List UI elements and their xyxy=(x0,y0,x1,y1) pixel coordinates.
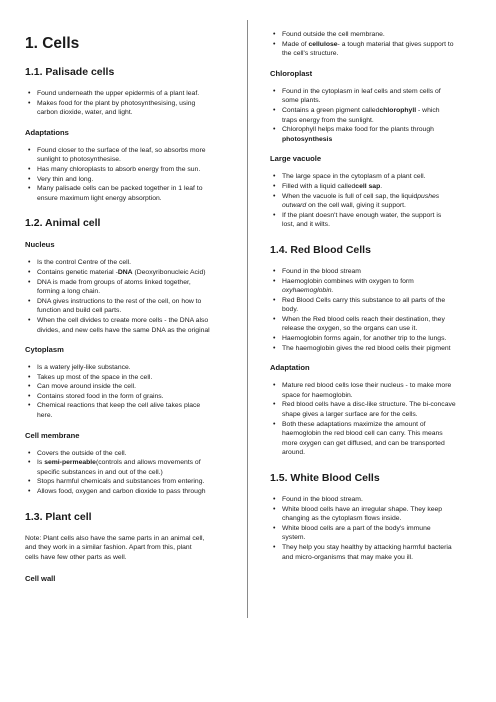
large-vacuole-list xyxy=(270,172,475,230)
list-item: • When the vacuole is full of cell sap, the liquidpushes outward on the cell wall, giving it support. xyxy=(282,192,475,211)
cell-membrane-list xyxy=(25,449,247,497)
list-item: • Many palisade cells can be packed together in 1 leaf to ensure maximum light energy absorption. xyxy=(37,184,247,203)
list-item: • Very thin and long. xyxy=(37,175,247,185)
list-item: • When the cell divides to create more cells - the DNA also divides, and new cells have the same DNA as the original xyxy=(37,316,247,335)
animal-cell-heading: 1.2. Animal cell xyxy=(25,217,101,230)
list-item: • When the Red blood cells reach their destination, they release the oxygen, so the organs can use it. xyxy=(282,315,475,334)
rbc-adaptation-heading: Adaptation xyxy=(270,363,310,373)
plant-cell-note: Note: Plant cells also have the same parts in an animal cell, and they work in a similar fashion. Apart from this, plant cells have few other parts as well. xyxy=(25,534,205,561)
list-item: • Makes food for the plant by photosynthesising, using carbon dioxide, water, and light. xyxy=(37,99,247,118)
cell-wall-list xyxy=(270,30,475,59)
list-item: • Found in the blood stream. xyxy=(282,495,475,505)
red-blood-cells-heading: 1.4. Red Blood Cells xyxy=(270,243,371,256)
list-item: • The haemoglobin gives the red blood cells their pigment xyxy=(282,344,475,354)
page-title: 1. Cells xyxy=(25,35,80,52)
list-item: • Found outside the cell membrane. xyxy=(282,30,475,40)
list-item: • The large space in the cytoplasm of a plant cell. xyxy=(282,172,475,182)
list-item: • Covers the outside of the cell. xyxy=(37,449,247,459)
list-item: • Takes up most of the space in the cell. xyxy=(37,373,247,383)
nucleus-list xyxy=(25,258,247,335)
list-item: • Allows food, oxygen and carbon dioxide to pass through xyxy=(37,487,247,497)
list-item: • Haemoglobin combines with oxygen to form oxyhaemoglobin. xyxy=(282,277,475,296)
list-item: • Is semi-permeable(controls and allows movements of specific substances in and out of the cell.) xyxy=(37,458,247,477)
rbc-adaptation-list xyxy=(270,381,475,458)
list-item: • Contains a green pigment calledchlorophyll - which traps energy from the sunlight. xyxy=(282,106,475,125)
list-item: • Chlorophyll helps make food for the plants through photosynthesis xyxy=(282,125,475,144)
list-item: • Is the control Centre of the cell. xyxy=(37,258,247,268)
list-item: • Made of cellulose- a tough material that gives support to the cell's structure. xyxy=(282,40,475,59)
list-item: • Has many chloroplasts to absorb energy from the sun. xyxy=(37,165,247,175)
list-item: • Haemoglobin forms again, for another trip to the lungs. xyxy=(282,334,475,344)
palisade-heading: 1.1. Palisade cells xyxy=(25,66,115,78)
cell-membrane-heading: Cell membrane xyxy=(25,430,80,440)
list-item: • Found closer to the surface of the leaf, so absorbs more sunlight to photosynthesise. xyxy=(37,146,247,165)
list-item: • Found underneath the upper epidermis of a plant leaf. xyxy=(37,89,247,99)
list-item: • Found in the cytoplasm in leaf cells and stem cells of some plants. xyxy=(282,87,475,106)
column-divider xyxy=(247,20,248,618)
list-item: • If the plant doesn't have enough water, the support is lost, and it wilts. xyxy=(282,211,475,230)
list-item: • Chemical reactions that keep the cell alive takes place here. xyxy=(37,401,247,420)
list-item: • White blood cells have an irregular shape. They keep changing as the cytoplasm flows inside. xyxy=(282,505,475,524)
list-item: • Contains stored food in the form of grains. xyxy=(37,392,247,402)
chloroplast-list xyxy=(270,87,475,145)
nucleus-heading: Nucleus xyxy=(25,240,55,250)
list-item: • Is a watery jelly-like substance. xyxy=(37,363,247,373)
list-item: • Stops harmful chemicals and substances from entering. xyxy=(37,477,247,487)
palisade-list xyxy=(25,89,247,118)
cytoplasm-list xyxy=(25,363,247,421)
white-blood-cells-heading: 1.5. White Blood Cells xyxy=(270,472,380,484)
right-column xyxy=(270,30,475,562)
list-item: • Contains genetic material -DNA (Deoxyribonucleic Acid) xyxy=(37,268,247,278)
list-item: • They help you stay healthy by attacking harmful bacteria and micro-organisms that may make you ill. xyxy=(282,543,475,562)
left-column xyxy=(25,34,247,592)
large-vacuole-heading: Large vacuole xyxy=(270,154,322,164)
cell-wall-heading: Cell wall xyxy=(25,574,56,584)
palisade-adaptations-list xyxy=(25,146,247,204)
red-blood-cells-list xyxy=(270,267,475,353)
white-blood-cells-list xyxy=(270,495,475,562)
list-item: • Both these adaptations maximize the amount of haemoglobin the red blood cell can carry. This means more oxygen can get diffused, and can be transported around. xyxy=(282,420,475,458)
list-item: • Found in the blood stream xyxy=(282,267,475,277)
list-item: • Can move around inside the cell. xyxy=(37,382,247,392)
cytoplasm-heading: Cytoplasm xyxy=(25,345,64,355)
plant-cell-heading: 1.3. Plant cell xyxy=(25,510,92,523)
list-item: • Red Blood Cells carry this substance to all parts of the body. xyxy=(282,296,475,315)
list-item: • DNA gives instructions to the rest of the cell, on how to function and build cell parts. xyxy=(37,297,247,316)
list-item: • White blood cells are a part of the body's immune system. xyxy=(282,524,475,543)
list-item: • Red blood cells have a disc-like structure. The bi-concave shape gives a larger surface are for the cells. xyxy=(282,400,475,419)
list-item: • DNA is made from groups of atoms linked together, forming a long chain. xyxy=(37,278,247,297)
list-item: • Filled with a liquid calledcell sap. xyxy=(282,182,475,192)
list-item: • Mature red blood cells lose their nucleus - to make more space for haemoglobin. xyxy=(282,381,475,400)
palisade-adaptations-heading: Adaptations xyxy=(25,127,69,137)
chloroplast-heading: Chloroplast xyxy=(270,68,313,78)
